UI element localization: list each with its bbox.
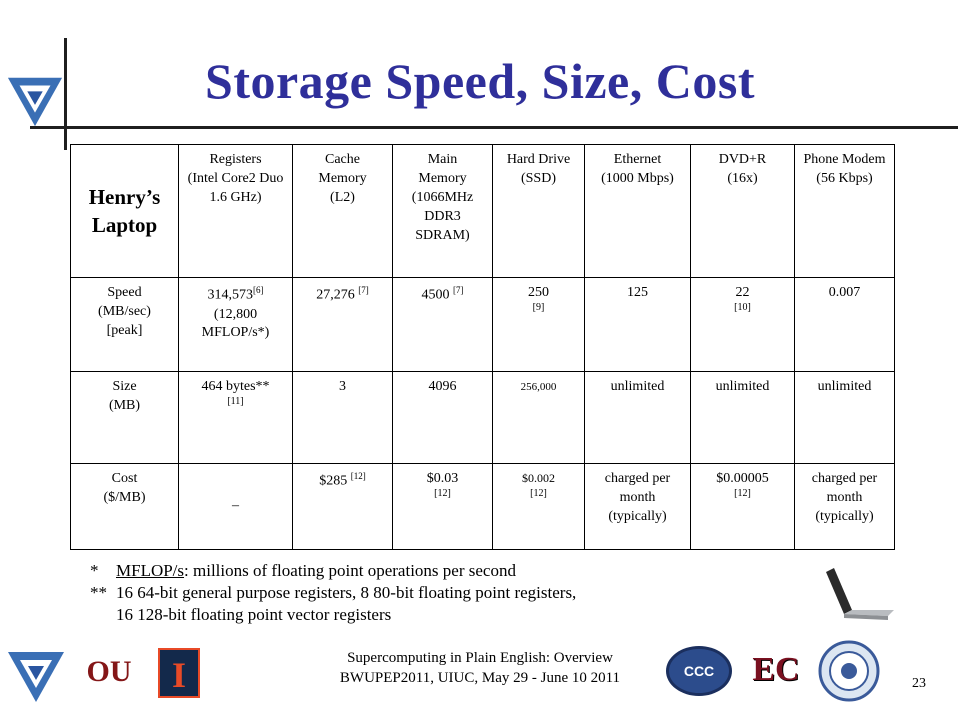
column-header-hard-drive — [493, 145, 585, 278]
table-cell — [585, 372, 691, 464]
cell-value: 256,000 — [520, 381, 557, 393]
table-cell — [585, 464, 691, 550]
oscer-logo-icon — [6, 648, 66, 704]
table-cell — [179, 278, 293, 372]
footnote-term: MFLOP/s — [116, 561, 185, 580]
table-cell — [795, 372, 895, 464]
reference-mark: [12] — [434, 487, 451, 499]
row-label-text: (MB/sec) — [98, 303, 151, 319]
footnote-1 — [90, 560, 576, 582]
table-cell — [393, 278, 493, 372]
laptop-icon — [822, 566, 896, 626]
footnote-mark: * — [90, 561, 99, 580]
footnote-indent — [90, 604, 116, 626]
table-cell — [795, 278, 895, 372]
cell-value: 125 — [627, 285, 648, 300]
table-cell — [493, 372, 585, 464]
table-cell — [691, 372, 795, 464]
column-header-phone-modem — [795, 145, 895, 278]
cell-value: 464 bytes** — [201, 379, 270, 394]
table-cell — [293, 278, 393, 372]
cell-value: unlimited — [817, 379, 872, 394]
header-text: Phone Modem — [803, 152, 886, 167]
cell-value: charged per month (typically) — [811, 471, 878, 524]
table-cell — [493, 464, 585, 550]
column-header-registers — [179, 145, 293, 278]
reference-mark: [6] — [253, 285, 264, 295]
row-label-size — [71, 372, 179, 464]
reference-mark: [12] — [350, 471, 366, 481]
header-text: (16x) — [727, 170, 758, 186]
column-header-dvd — [691, 145, 795, 278]
table-cell — [585, 278, 691, 372]
table-cell — [293, 372, 393, 464]
slide-title: Storage Speed, Size, Cost — [205, 53, 755, 109]
reference-mark: [10] — [734, 301, 751, 313]
footnote-text: 16 128-bit floating point vector registers — [116, 605, 392, 624]
cell-value: – — [232, 498, 239, 514]
row-label-text: Speed — [107, 285, 142, 300]
header-text: Memory — [318, 170, 367, 186]
column-header-main-memory — [393, 145, 493, 278]
header-text: DVD+R — [718, 152, 767, 167]
cell-value: $0.03 — [426, 471, 459, 486]
table-header-row — [71, 145, 895, 278]
cell-value: 250 — [528, 285, 549, 300]
cell-value: 27,276 — [316, 287, 355, 303]
header-text: 1.6 GHz) — [209, 189, 262, 205]
cell-value: 4500 — [421, 287, 450, 303]
ou-logo: OU — [86, 655, 132, 688]
cell-value: 22 — [735, 285, 750, 300]
header-text: Hard Drive — [506, 152, 571, 167]
row-label-text: (MB) — [108, 397, 141, 413]
table-cell — [393, 372, 493, 464]
reference-mark: [11] — [227, 395, 244, 407]
university-seal-icon — [818, 640, 880, 702]
table-cell — [293, 464, 393, 550]
footnote-text: : millions of floating point operations per second — [184, 561, 516, 580]
row-label-text: Cost — [111, 471, 138, 486]
row-label-speed — [71, 278, 179, 372]
table-row-cost — [71, 464, 895, 550]
reference-mark: [12] — [530, 487, 547, 499]
table-cell — [179, 372, 293, 464]
header-text: (L2) — [330, 189, 355, 205]
header-text: (1000 Mbps) — [601, 170, 674, 186]
header-text: Main — [427, 152, 458, 167]
cell-extra: (12,800 MFLOP/s*) — [201, 306, 270, 341]
table-cell — [691, 278, 795, 372]
page-number: 23 — [912, 676, 926, 691]
cell-value: 4096 — [428, 379, 457, 394]
reference-mark: [7] — [358, 285, 369, 295]
footnote-text: 16 64-bit general purpose registers, 8 80-bit floating point registers, — [116, 583, 577, 602]
column-header-cache — [293, 145, 393, 278]
footer-line-1: Supercomputing in Plain English: Overview — [347, 650, 613, 666]
reference-mark: [9] — [532, 301, 545, 313]
header-text: (Intel Core2 Duo — [187, 170, 284, 186]
ec-logo: EC — [752, 651, 800, 688]
table-row-size — [71, 372, 895, 464]
footnote-2 — [90, 582, 576, 604]
table-cell — [393, 464, 493, 550]
cell-value: 314,573 — [207, 287, 253, 303]
header-text: Memory — [418, 170, 467, 186]
table-cell — [795, 464, 895, 550]
table-corner-label: Henry’s Laptop — [71, 145, 179, 278]
column-header-ethernet — [585, 145, 691, 278]
table-row-speed — [71, 278, 895, 372]
decorative-horizontal-line — [30, 126, 958, 129]
cell-value: $0.00005 — [716, 471, 769, 486]
slide-footer — [230, 648, 730, 688]
cell-value: $285 — [319, 473, 348, 489]
row-label-cost — [71, 464, 179, 550]
header-text: Registers — [209, 152, 262, 167]
row-label-text: ($/MB) — [103, 489, 146, 505]
header-text: (1066MHz DDR3 SDRAM) — [411, 189, 474, 243]
header-text: (56 Kbps) — [816, 170, 873, 186]
header-text: Ethernet — [613, 152, 662, 167]
ccc-logo: CCC — [666, 646, 732, 696]
storage-comparison-table — [70, 144, 895, 550]
cell-value: $0.002 — [522, 471, 555, 485]
footnote-mark: ** — [90, 583, 107, 602]
footer-line-2: BWUPEP2011, UIUC, May 29 - June 10 2011 — [339, 670, 621, 686]
header-text: (SSD) — [520, 170, 556, 186]
reference-mark: [7] — [453, 285, 464, 295]
reference-mark: [12] — [734, 487, 751, 499]
table-cell — [691, 464, 795, 550]
footnote-2-continued — [90, 604, 576, 626]
header-text: Cache — [325, 152, 360, 167]
cell-value: unlimited — [610, 379, 665, 394]
table-cell — [493, 278, 585, 372]
row-label-text: Size — [112, 379, 137, 394]
cell-value: 0.007 — [828, 285, 861, 300]
cell-value: unlimited — [715, 379, 770, 394]
table-cell — [179, 464, 293, 550]
cell-value: 3 — [339, 379, 346, 394]
cell-value: charged per month (typically) — [604, 471, 671, 524]
footnotes — [90, 560, 576, 626]
illinois-logo: I — [158, 648, 200, 698]
row-label-text: [peak] — [106, 322, 143, 338]
